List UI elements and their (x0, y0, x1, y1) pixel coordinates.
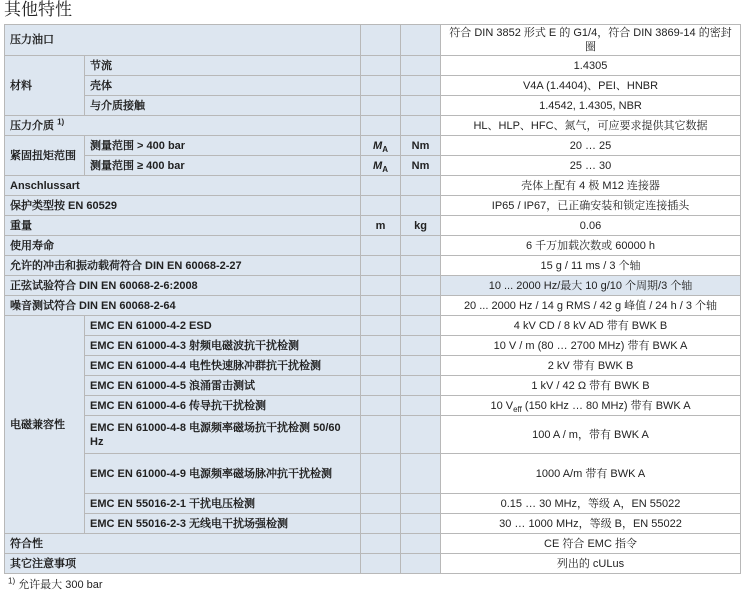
sub-label: EMC EN 61000-4-5 浪涌雷击测试 (85, 376, 361, 396)
unit: Nm (401, 156, 441, 176)
table-row (5, 56, 741, 76)
row-value: 1000 A/m 带有 BWK A (441, 454, 741, 494)
table-row (5, 25, 741, 56)
row-value: IP65 / IP67，已正确安装和锁定连接插头 (441, 196, 741, 216)
sub-label: EMC EN 61000-4-6 传导抗干扰检测 (85, 396, 361, 416)
row-value: V4A (1.4404)、PEI、HNBR (441, 76, 741, 96)
row-label: 正弦试验符合 DIN EN 60068-2-6:2008 (5, 276, 361, 296)
row-value: 15 g / 11 ms / 3 个轴 (441, 256, 741, 276)
row-value: 列出的 cULus (441, 554, 741, 574)
row-label: 电磁兼容性 (5, 316, 85, 534)
sub-label: EMC EN 61000-4-2 ESD (85, 316, 361, 336)
table-row (5, 514, 741, 534)
sub-label: EMC EN 61000-4-9 电源频率磁场脉冲抗干扰检测 (85, 454, 361, 494)
row-value: 100 A / m，带有 BWK A (441, 416, 741, 454)
table-row (5, 216, 741, 236)
row-value: 0.15 … 30 MHz，等级 A，EN 55022 (441, 494, 741, 514)
table-row (5, 296, 741, 316)
table-row (5, 236, 741, 256)
table-row (5, 96, 741, 116)
symbol: m (361, 216, 401, 236)
unit: kg (401, 216, 441, 236)
row-value: 0.06 (441, 216, 741, 236)
row-value: 4 kV CD / 8 kV AD 带有 BWK B (441, 316, 741, 336)
table-row (5, 376, 741, 396)
table-row (5, 316, 741, 336)
sub-label: 测量范围 > 400 bar (85, 136, 361, 156)
symbol: $M_A$ (361, 136, 401, 156)
table-row (5, 136, 741, 156)
table-row (5, 256, 741, 276)
row-value: 30 … 1000 MHz，等级 B，EN 55022 (441, 514, 741, 534)
table-row (5, 494, 741, 514)
table-row (5, 336, 741, 356)
row-value: 壳体上配有 4 极 M12 连接器 (441, 176, 741, 196)
row-label: 符合性 (5, 534, 361, 554)
table-row (5, 396, 741, 416)
sub-label: EMC EN 61000-4-3 射频电磁波抗干扰检测 (85, 336, 361, 356)
unit: Nm (401, 136, 441, 156)
table-row (5, 76, 741, 96)
row-value: 1.4305 (441, 56, 741, 76)
row-value: HL、HLP、HFC、氮气，可应要求提供其它数据 (441, 116, 741, 136)
sub-label: 测量范围 ≥ 400 bar (85, 156, 361, 176)
sub-label: EMC EN 61000-4-8 电源频率磁场抗干扰检测 50/60 Hz (85, 416, 361, 454)
row-label: 其它注意事项 (5, 554, 361, 574)
table-row (5, 116, 741, 136)
sub-label: EMC EN 55016-2-3 无线电干扰场强检测 (85, 514, 361, 534)
table-row (5, 554, 741, 574)
sub-label: EMC EN 55016-2-1 干扰电压检测 (85, 494, 361, 514)
row-value: 符合 DIN 3852 形式 E 的 G1/4，符合 DIN 3869-14 的密封圈 (441, 25, 741, 56)
table-row (5, 356, 741, 376)
row-value: 2 kV 带有 BWK B (441, 356, 741, 376)
row-label: 紧固扭矩范围 (5, 136, 85, 176)
specs-table (4, 24, 741, 574)
symbol: $M_A$ (361, 156, 401, 176)
sub-label: 节流 (85, 56, 361, 76)
row-value: 1.4542, 1.4305, NBR (441, 96, 741, 116)
row-label: 材料 (5, 56, 85, 116)
row-label: 重量 (5, 216, 361, 236)
row-label: 压力介质 $^{1)}$ (5, 116, 361, 136)
table-row (5, 416, 741, 454)
footnote-text: 允许最大 300 bar (18, 579, 103, 591)
row-label: 使用寿命 (5, 236, 361, 256)
table-row (5, 534, 741, 554)
sub-label: EMC EN 61000-4-4 电性快速脉冲群抗干扰检测 (85, 356, 361, 376)
row-label: 压力油口 (5, 25, 361, 56)
table-row (5, 276, 741, 296)
page-title: 其他特性 (4, 0, 72, 19)
row-value: 10 $V_{eff}$ (150 kHz … 80 MHz) 带有 BWK A (441, 396, 741, 416)
row-value: 20 … 25 (441, 136, 741, 156)
table-row (5, 454, 741, 494)
row-label: Anschlussart (5, 176, 361, 196)
table-row (5, 176, 741, 196)
footnote (8, 578, 103, 592)
row-value: 1 kV / 42 Ω 带有 BWK B (441, 376, 741, 396)
row-value: 6 千万加载次数或 60000 h (441, 236, 741, 256)
row-value: 10 V / m (80 … 2700 MHz) 带有 BWK A (441, 336, 741, 356)
row-label: 保护类型按 EN 60529 (5, 196, 361, 216)
footnote-mark: 1) (8, 576, 16, 586)
row-value: 25 … 30 (441, 156, 741, 176)
row-label: 允许的冲击和振动载荷符合 DIN EN 60068-2-27 (5, 256, 361, 276)
sub-label: 与介质接触 (85, 96, 361, 116)
row-value: 20 ... 2000 Hz / 14 g RMS / 42 g 峰值 / 24 h / 3 个轴 (441, 296, 741, 316)
row-label: 噪音测试符合 DIN EN 60068-2-64 (5, 296, 361, 316)
row-value: 10 ... 2000 Hz/最大 10 g/10 个周期/3 个轴 (441, 276, 741, 296)
sub-label: 壳体 (85, 76, 361, 96)
footnote-ref: 1) (57, 116, 65, 126)
table-row (5, 196, 741, 216)
table-row (5, 156, 741, 176)
row-value: CE 符合 EMC 指令 (441, 534, 741, 554)
